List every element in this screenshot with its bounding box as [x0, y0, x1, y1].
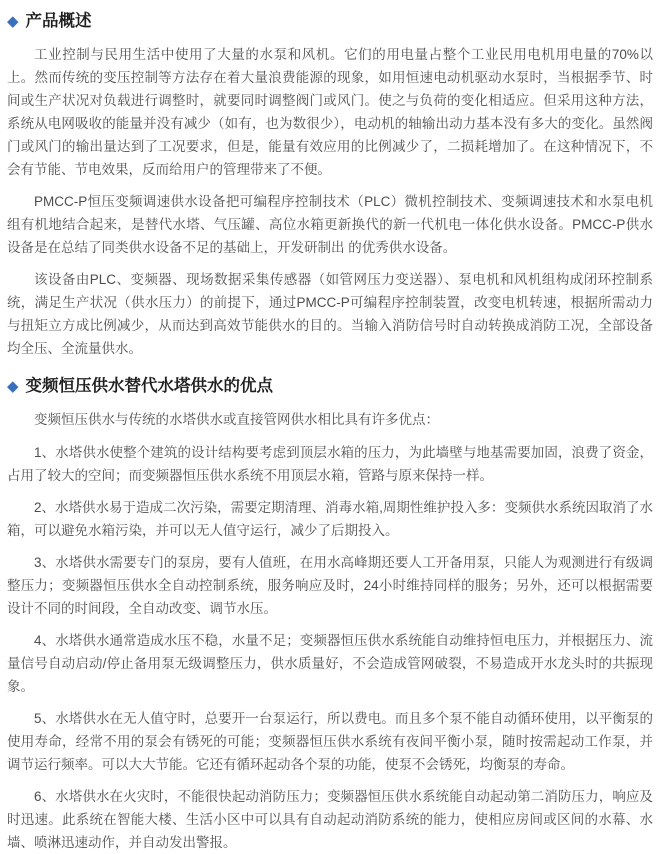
advantages-intro: 变频恒压供水与传统的水塔供水或直接管网供水相比具有许多优点： [34, 412, 439, 427]
section-title: 产品概述 [25, 12, 92, 30]
diamond-icon: ◆ [7, 377, 19, 395]
advantages-list [7, 441, 653, 854]
diamond-icon: ◆ [7, 12, 19, 30]
advantage-point-2: 2、水塔供水易于造成二次污染，需要定期清理、消毒水箱,周期性维护投入多：变频供水系统因取消了水箱，可以避免水箱污染，并可以无人值守运行，减少了后期投入。 [7, 500, 653, 538]
paragraph-system-composition: 该设备由PLC、变频器、现场数据采集传感器（如管网压力变送器）、泵电机和风机组构成闭环控制系统，满足生产状况（供水压力）的前提下，通过PMCC-P可编程序控制装置，改变电机转速，根据所需动力与扭矩立方成比例减少，从而达到高效节能供水的目的。当输入消防信号时自动转换成消防工况，全部设备均全压、全流量供水。 [7, 272, 653, 356]
paragraph-pmcc-intro: PMCC-P恒压变频调速供水设备把可编程序控制技术（PLC）微机控制技术、变频调速技术和水泵电机组有机地结合起来，是替代水塔、气压罐、高位水箱更新换代的新一代机电一体化供水设备。PMCC-P供水设备是在总结了同类供水设备不足的基础上，开发研制出 的优秀供水设备。 [7, 194, 653, 255]
advantage-point-6: 6、水塔供水在火灾时，不能很快起动消防压力；变频器恒压供水系统能自动起动第二消防压力，响应及时迅速。此系统在智能大楼、生活小区中可以具有自动起动消防系统的能力，使相应房间或区间的水幕、水墙、喷淋迅速动作，并自动发出警报。 [7, 789, 653, 850]
advantage-point-3: 3、水塔供水需要专门的泵房，要有人值班，在用水高峰期还要人工开备用泵，只能人为观测进行有级调整压力；变频器恒压供水全自动控制系统，服务响应及时，24小时维持同样的服务；另外，还可以根据需要设计不同的时间段，全自动改变、调节水压。 [7, 555, 653, 616]
advantage-point-1: 1、水塔供水使整个建筑的设计结构要考虑到顶层水箱的压力，为此墙壁与地基需要加固，浪费了资金，占用了较大的空间；而变频器恒压供水系统不用顶层水箱，管路与原来保持一样。 [7, 445, 653, 483]
advantage-point-5: 5、水塔供水在无人值守时，总要开一台泵运行，所以费电。而且多个泵不能自动循环使用，以平衡泵的使用寿命，经常不用的泵会有锈死的可能；变频器恒压供水系统有夜间平衡小泵，随时按需起动工作泵，并调节运行频率。可以大大节能。它还有循环起动各个泵的功能，使泵不会锈死，均衡泵的寿命。 [7, 711, 653, 772]
paragraph-energy-waste: 工业控制与民用生活中使用了大量的水泵和风机。它们的用电量占整个工业民用电机用电量的70%以上。然而传统的变压控制等方法存在着大量浪费能源的现象，如用恒速电动机驱动水泵时，当根据季节、时间或生产状况对负载进行调整时，就要同时调整阀门或风门。使之与负荷的变化相适应。但采用这种方法，系统从电网吸收的能量并没有减少（如有，也为数很少），电动机的轴输出动力基本没有多大的变化。虽然阀门或风门的输出量达到了工况要求，但是，能量有效应用的比例减少了，二损耗增加了。在这种情况下，不会有节能、节电效果，反而给用户的管理带来了不便。 [7, 47, 653, 177]
section-title: 变频恒压供水替代水塔供水的优点 [25, 377, 274, 395]
product-overview-document [7, 10, 653, 854]
section-heading-advantages [7, 375, 653, 397]
section-heading-product-overview [7, 10, 653, 32]
advantage-point-4: 4、水塔供水通常造成水压不稳，水量不足；变频器恒压供水系统能自动维持恒电压力，并根据压力、流量信号自动启动/停止备用泵无级调整压力，供水质量好，不会造成管网破裂，不易造成开水龙头时的共振现象。 [7, 633, 653, 694]
